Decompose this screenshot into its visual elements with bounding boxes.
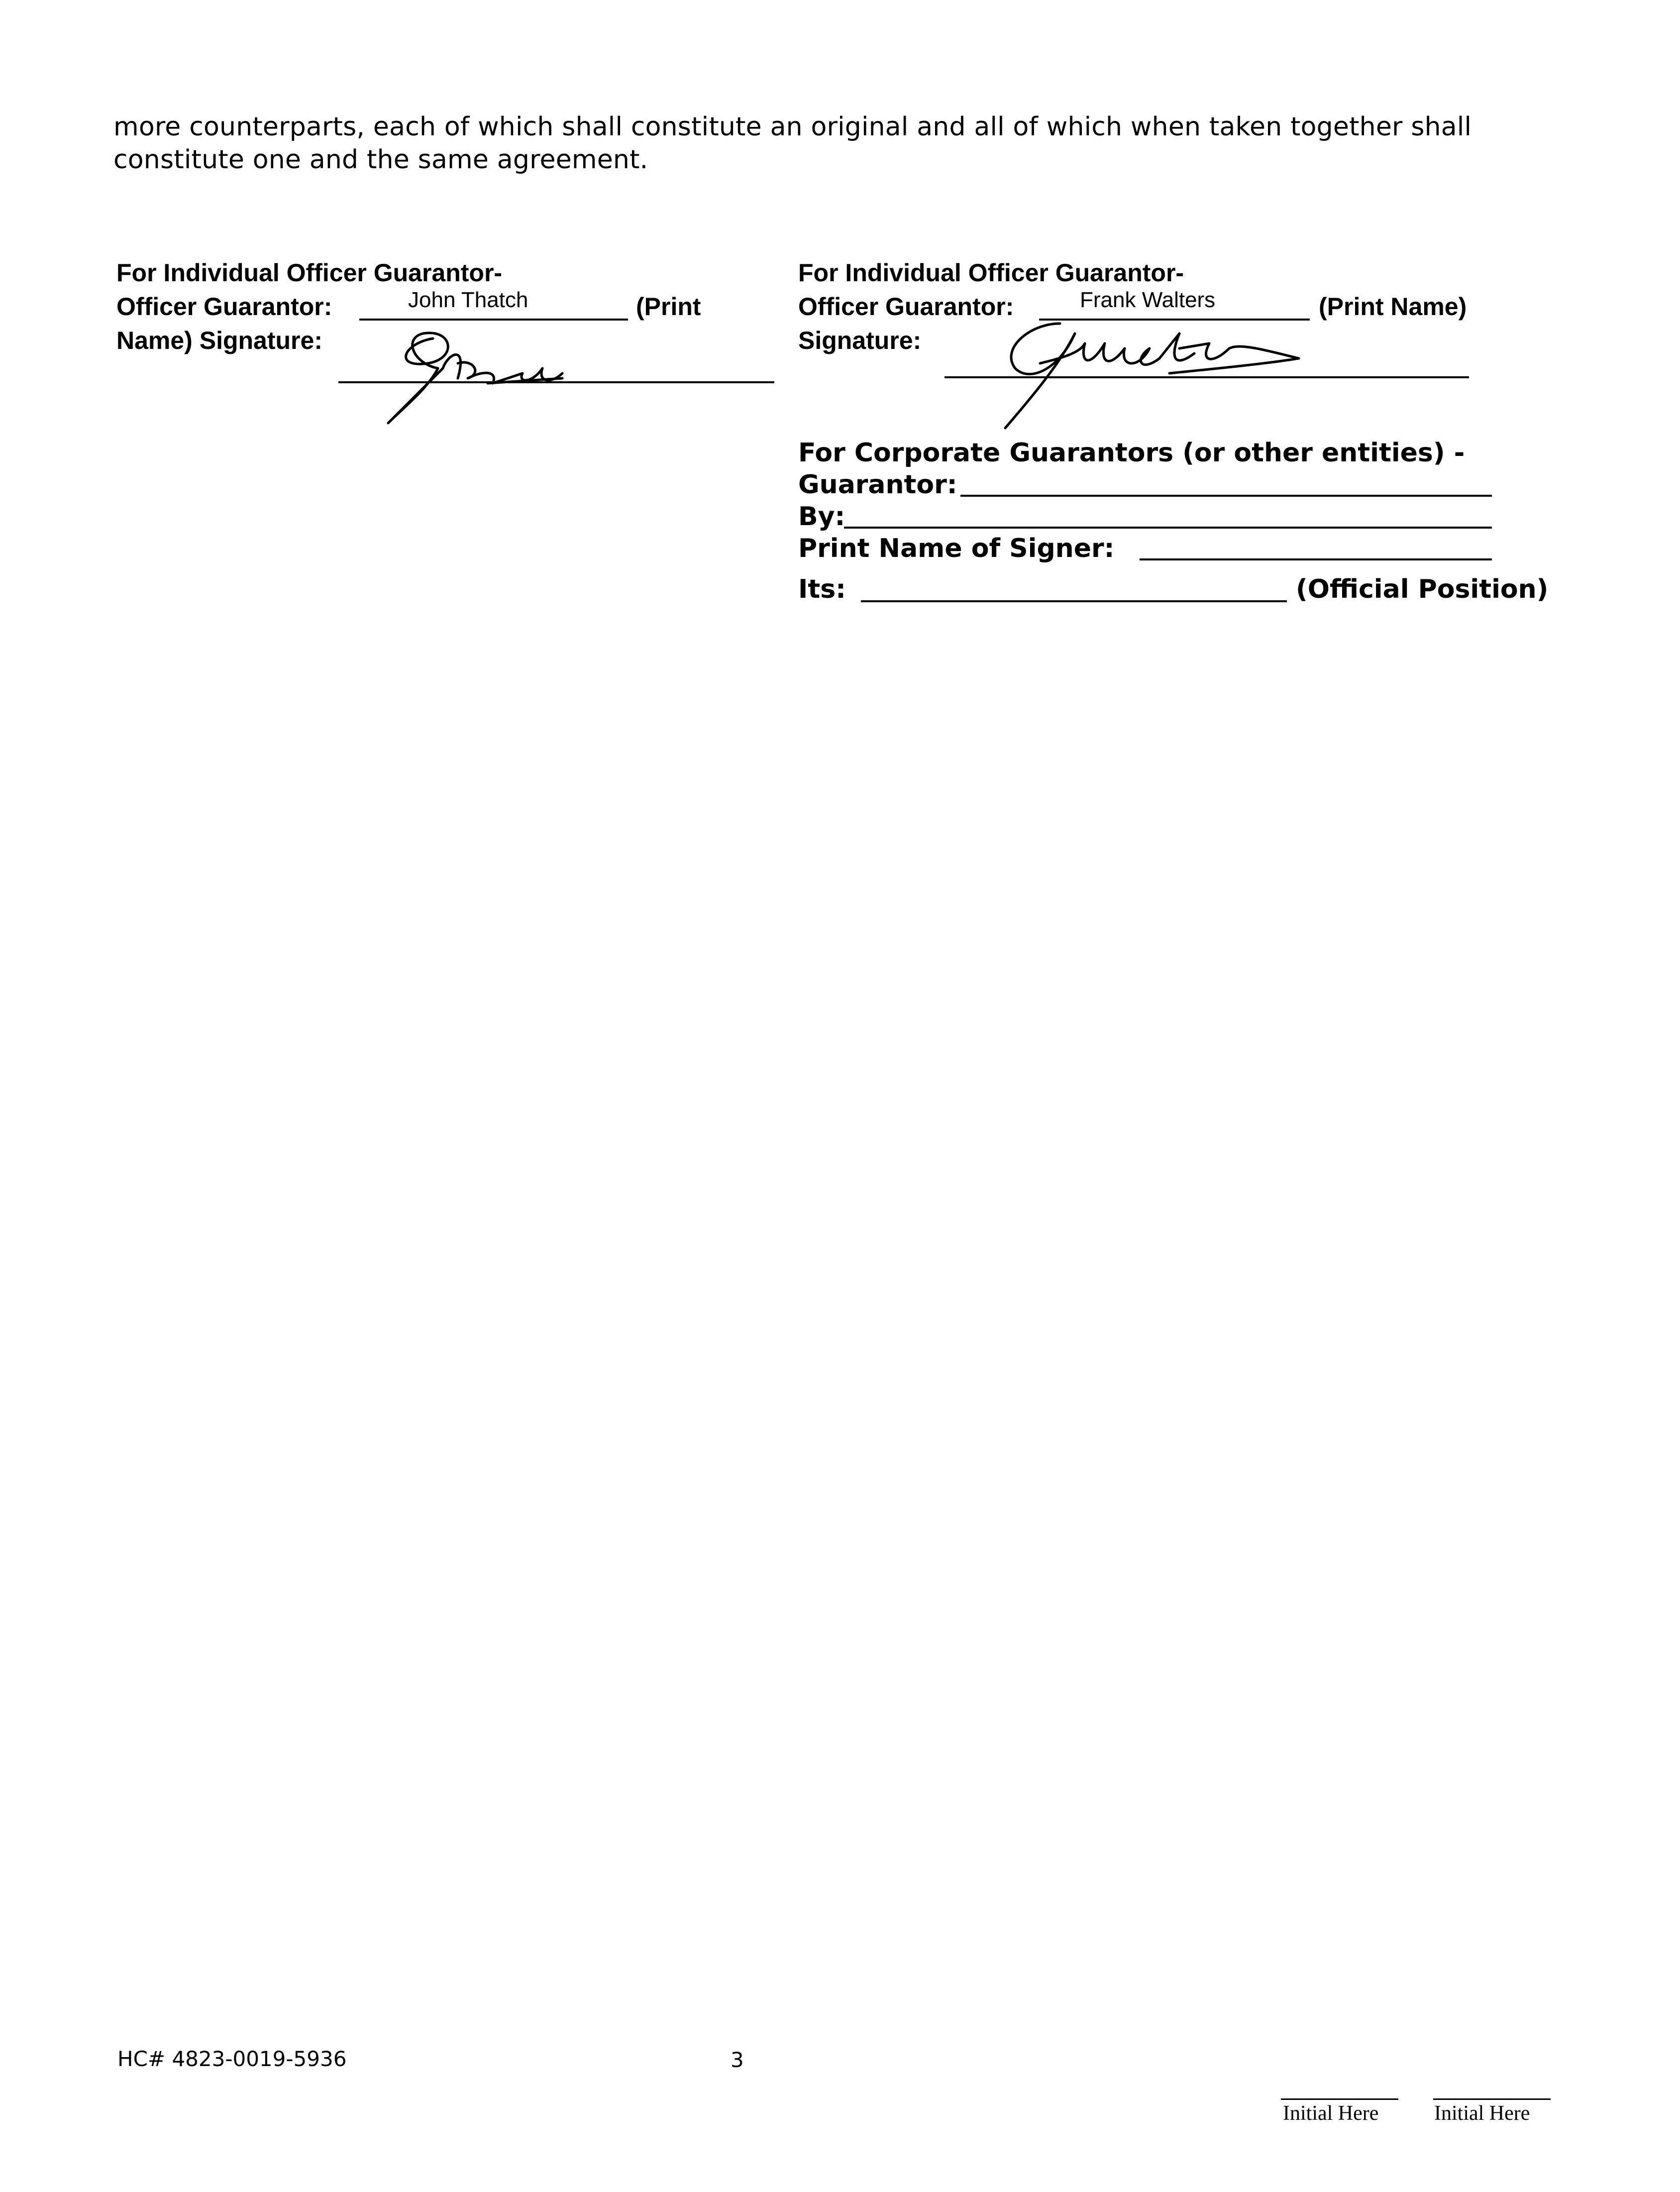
initial-here-2: Initial Here [1434,2102,1530,2125]
left-officer-name: John Thatch [408,288,528,312]
corporate-heading: For Corporate Guarantors (or other entities) - [798,438,1465,468]
right-print-name-label: (Print Name) [1319,293,1467,321]
corporate-guarantor-label: Guarantor: [798,470,957,500]
left-officer-label: Officer Guarantor: [116,293,332,321]
corporate-by-label: By: [798,502,845,532]
initial-line-2 [1433,2098,1551,2100]
corporate-print-name-line [1140,558,1492,560]
right-officer-name: Frank Walters [1080,288,1216,312]
left-heading: For Individual Officer Guarantor- [116,259,503,287]
corporate-by-line [844,527,1492,529]
initial-line-1 [1281,2098,1398,2100]
right-officer-label: Officer Guarantor: [798,293,1014,321]
footer-doc-id: HC# 4823-0019-5936 [117,2047,347,2071]
corporate-print-name-label: Print Name of Signer: [798,534,1115,563]
right-heading: For Individual Officer Guarantor- [798,259,1184,287]
body-text-line-1: more counterparts, each of which shall constitute an original and all of which when taken together shall [113,112,1472,142]
corporate-guarantor-line [960,495,1492,497]
left-print-label: (Print [636,293,701,321]
left-signature [373,309,582,428]
left-name-signature-label: Name) Signature: [116,327,322,354]
right-signature [960,304,1319,433]
corporate-its-label: Its: [798,574,846,604]
corporate-official-position-label: (Official Position) [1296,574,1549,604]
body-text-line-2: constitute one and the same agreement. [113,145,648,175]
footer-page-number: 3 [731,2048,744,2072]
corporate-its-line [861,600,1287,602]
right-signature-label: Signature: [798,327,922,354]
initial-here-1: Initial Here [1283,2102,1379,2125]
